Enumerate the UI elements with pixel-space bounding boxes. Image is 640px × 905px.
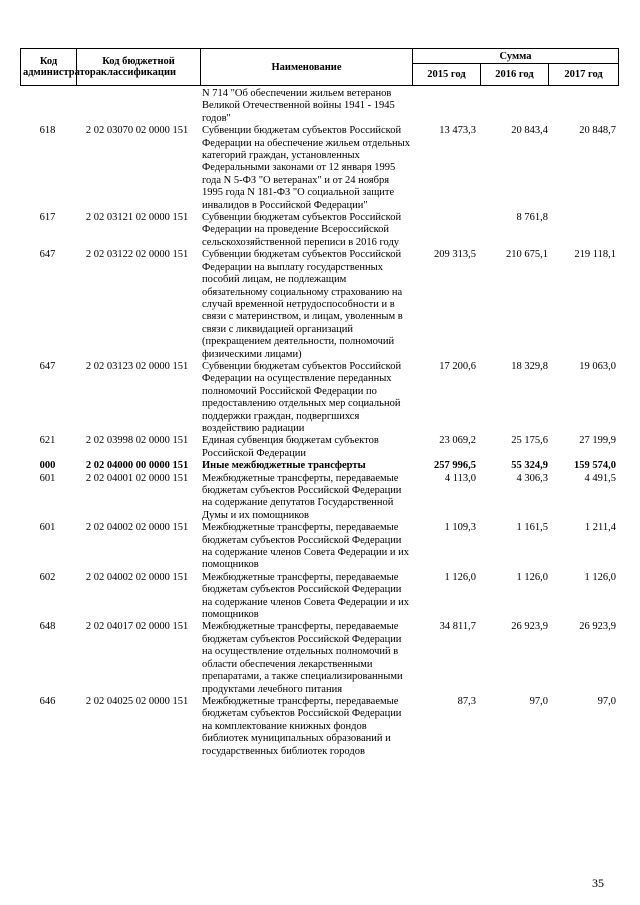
amount-2015: 209 313,5	[434, 249, 476, 261]
budget-code: 2 02 03123 02 0000 151	[85, 360, 189, 372]
row-name: Межбюджетные трансферты, передаваемые бюджетам субъектов Российской Федерации на комплектование книжных фондов библиотек муниципальных образований и государственных библиотек городов	[202, 695, 402, 757]
amount-2016: 20 843,4	[511, 125, 548, 137]
row-name: Межбюджетные трансферты, передаваемые бюджетам субъектов Российской Федерации на содержание членов Совета Федерации и их помощников	[202, 522, 409, 571]
table-row	[20, 572, 618, 622]
amount-2016: 26 923,9	[511, 621, 548, 633]
row-name: Субвенции бюджетам субъектов Российской Федерации на проведение Всероссийской сельскохозяйственной переписи в 2016 году	[202, 212, 402, 248]
amount-2015: 1 109,3	[444, 522, 476, 534]
header-budget-code: Код бюджетной классификации	[77, 49, 201, 86]
header-name: Наименование	[201, 49, 413, 86]
amount-2015: 34 811,7	[439, 621, 476, 633]
table-row	[20, 212, 618, 249]
amount-2015: 17 200,6	[439, 360, 476, 372]
table-row	[20, 435, 618, 460]
budget-code: 2 02 04002 02 0000 151	[85, 571, 189, 583]
amount-2017: 159 574,0	[574, 460, 616, 472]
continuation-text: N 714 "Об обеспечении жильем ветеранов Великой Отечественной войны 1941 - 1945 годов"	[202, 88, 395, 124]
row-name: Межбюджетные трансферты, передаваемые бюджетам субъектов Российской Федерации на содержание депутатов Государственной Думы и их помощников	[202, 472, 402, 521]
amount-2016: 1 126,0	[516, 571, 548, 583]
budget-code: 2 02 04025 02 0000 151	[85, 695, 189, 707]
admin-code: 621	[39, 435, 56, 447]
header-sum: Сумма	[413, 49, 619, 64]
admin-code: 602	[39, 571, 56, 583]
amount-2017: 20 848,7	[579, 125, 616, 137]
amount-2016: 25 175,6	[511, 435, 548, 447]
amount-2017: 26 923,9	[579, 621, 616, 633]
header-year-2015: 2015 год	[413, 64, 481, 86]
table-body	[20, 88, 618, 758]
amount-2015: 4 113,0	[444, 472, 476, 484]
admin-code: 648	[39, 621, 56, 633]
admin-code: 601	[39, 472, 56, 484]
table-row	[20, 460, 618, 472]
amount-2017: 19 063,0	[579, 360, 616, 372]
admin-code: 000	[39, 460, 56, 472]
table-row	[20, 361, 618, 435]
row-name: Субвенции бюджетам субъектов Российской Федерации на обеспечение жильем отдельных категорий граждан, установленных Федеральными законами от 12 января 1995 года N 5-ФЗ "О ветеранах" и от 24 ноября 1995 года N 181-ФЗ "О социальной защите инвалидов в Российской Федерации"	[202, 125, 410, 211]
amount-2016: 97,0	[529, 695, 548, 707]
budget-code: 2 02 03070 02 0000 151	[85, 125, 189, 137]
amount-2015: 13 473,3	[439, 125, 476, 137]
admin-code: 618	[39, 125, 56, 137]
admin-code: 647	[39, 360, 56, 372]
amount-2015: 257 996,5	[434, 460, 476, 472]
admin-code: 646	[39, 695, 56, 707]
row-name: Межбюджетные трансферты, передаваемые бюджетам субъектов Российской Федерации на осуществление отдельных полномочий в области обеспечения лекарственными препаратами, а также специализированными продуктами лечебного питания	[202, 621, 403, 695]
header-year-2017: 2017 год	[549, 64, 619, 86]
table-row	[20, 249, 618, 361]
amount-2017: 4 491,5	[584, 472, 616, 484]
budget-code: 2 02 03998 02 0000 151	[85, 435, 189, 447]
amount-2016: 4 306,3	[516, 472, 548, 484]
admin-code: 647	[39, 249, 56, 261]
amount-2016: 55 324,9	[511, 460, 548, 472]
row-name: Иные межбюджетные трансферты	[202, 460, 366, 472]
row-name: Межбюджетные трансферты, передаваемые бюджетам субъектов Российской Федерации на содержание членов Совета Федерации и их помощников	[202, 571, 409, 621]
budget-code: 2 02 03121 02 0000 151	[85, 212, 189, 224]
amount-2017: 27 199,9	[579, 435, 616, 447]
row-name: Субвенции бюджетам субъектов Российской Федерации на осуществление переданных полномочий Российской Федерации по предоставлению отдельных мер социальной поддержки граждан, подвергшихся воздействию радиации	[202, 360, 402, 434]
row-name: Субвенции бюджетам субъектов Российской Федерации на выплату государственных пособий лицам, не подлежащим обязательному социальному страхованию на случай временной нетрудоспособности и в связи с материнством, и лицам, уволенным в связи с ликвидацией организаций (прекращением деятельности, полномочий физическими лицами)	[202, 249, 403, 360]
amount-2016: 8 761,8	[516, 212, 548, 224]
table-row	[20, 621, 618, 695]
amount-2015: 23 069,2	[439, 435, 476, 447]
amount-2017: 1 211,4	[584, 522, 616, 534]
amount-2016: 210 675,1	[506, 249, 548, 261]
admin-code: 601	[39, 522, 56, 534]
page-number: 35	[592, 876, 604, 890]
budget-code: 2 02 04002 02 0000 151	[85, 522, 189, 534]
budget-code: 2 02 04000 00 0000 151	[85, 460, 189, 472]
admin-code: 617	[39, 212, 56, 224]
amount-2017: 1 126,0	[584, 571, 616, 583]
budget-code: 2 02 04017 02 0000 151	[85, 621, 189, 633]
table-row	[20, 125, 618, 212]
header-year-2016: 2016 год	[481, 64, 549, 86]
amount-2017: 219 118,1	[574, 249, 616, 261]
row-name: Единая субвенция бюджетам субъектов Российской Федерации	[202, 435, 379, 459]
amount-2016: 18 329,8	[511, 360, 548, 372]
header-admin-code: Код администратора	[21, 49, 77, 86]
budget-code: 2 02 03122 02 0000 151	[85, 249, 189, 261]
amount-2016: 1 161,5	[516, 522, 548, 534]
table-row	[20, 473, 618, 523]
table-row	[20, 522, 618, 572]
table-row	[20, 696, 618, 758]
amount-2015: 87,3	[457, 695, 476, 707]
continuation-row	[20, 88, 618, 125]
table-header	[20, 48, 619, 86]
amount-2015: 1 126,0	[444, 571, 476, 583]
amount-2017: 97,0	[597, 695, 616, 707]
budget-code: 2 02 04001 02 0000 151	[85, 472, 189, 484]
